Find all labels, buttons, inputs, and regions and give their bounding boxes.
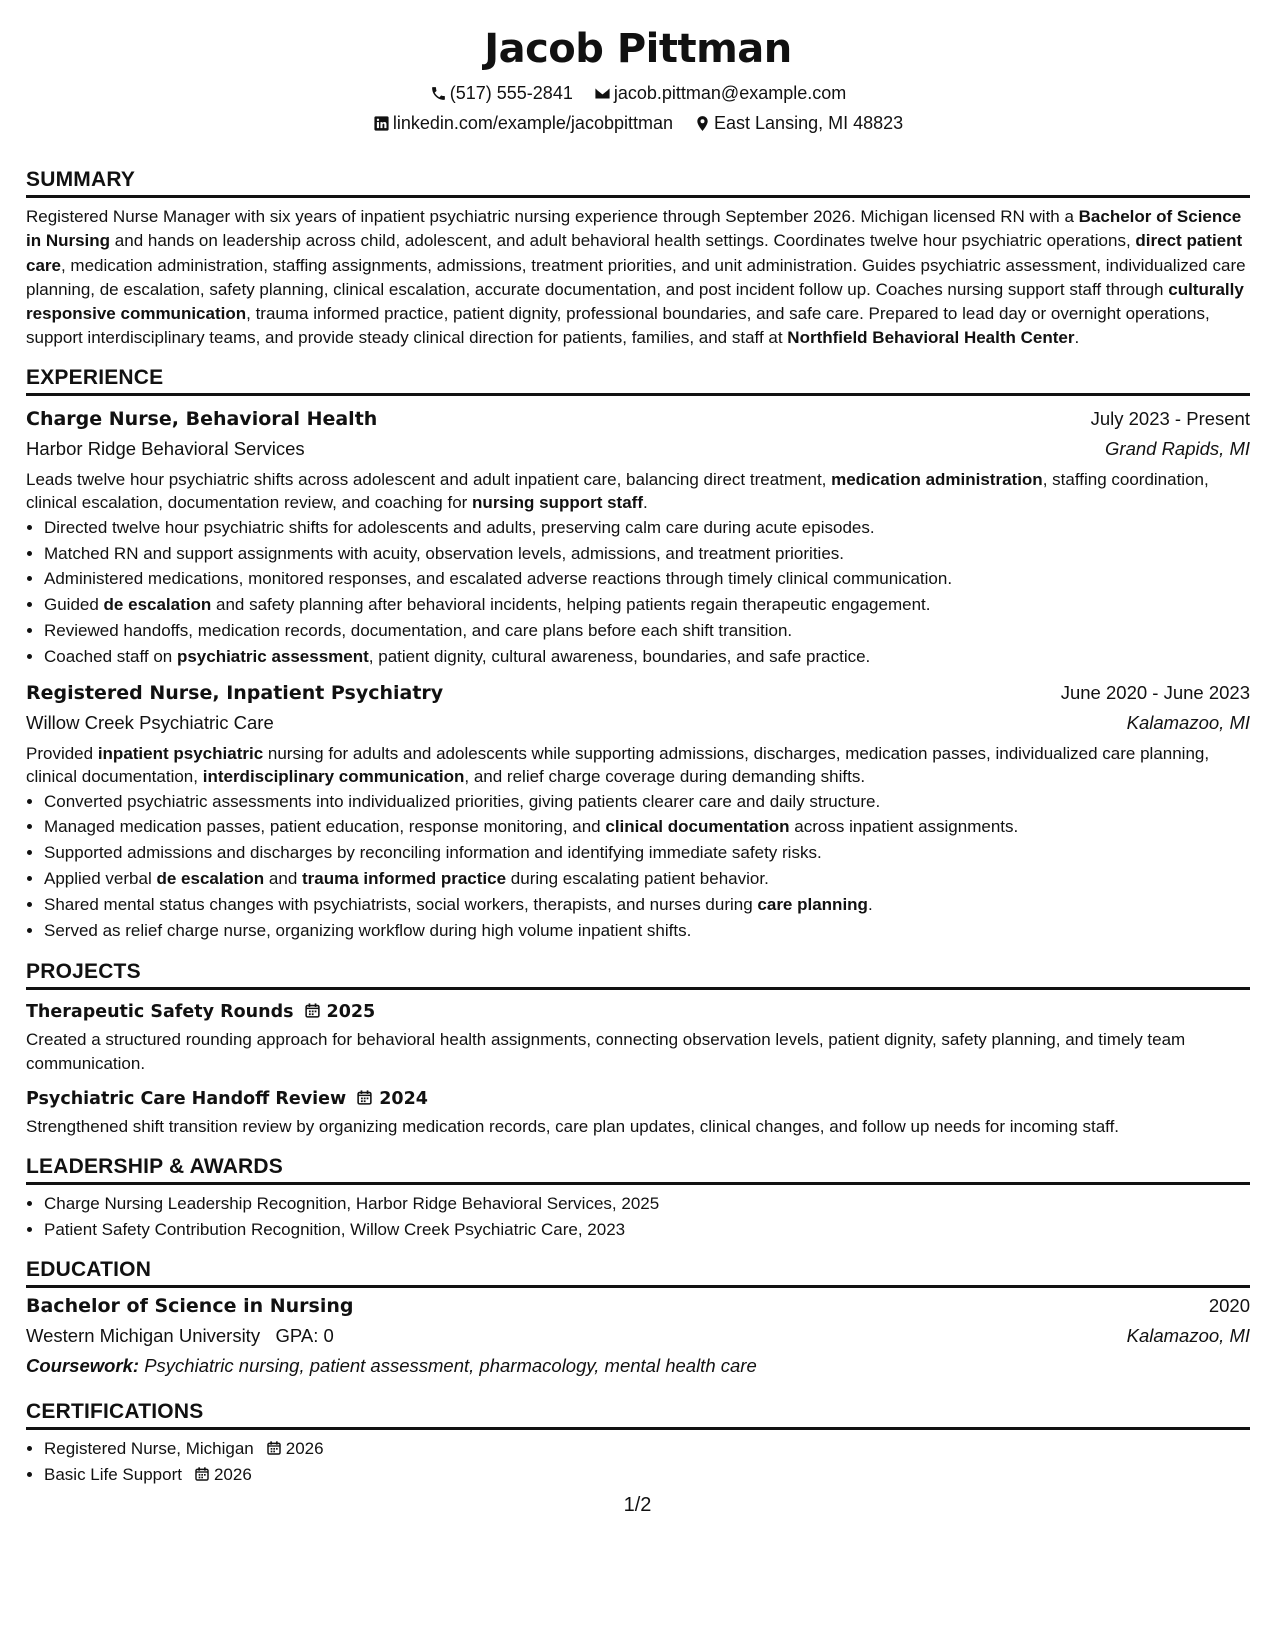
experience-heading: EXPERIENCE — [26, 365, 1250, 396]
calendar-icon — [194, 1466, 210, 1482]
certification-name: Basic Life Support — [44, 1465, 182, 1485]
project-year: 2024 — [379, 1089, 428, 1110]
leadership-list — [26, 1191, 1250, 1243]
bullet-part: and safety planning after behavioral incidents, helping patients regain therapeutic engagement. — [211, 595, 931, 615]
linkedin-text: linkedin.com/example/jacobpittman — [392, 113, 673, 133]
bullet-emphasis: de escalation — [156, 868, 265, 888]
leadership-item: • Charge Nursing Leadership Recognition, Harbor Ridge Behavioral Services, 2025 — [44, 1191, 1250, 1217]
experience-section — [26, 365, 1250, 944]
job-title: Charge Nurse, Behavioral Health — [26, 407, 378, 430]
job-entry — [26, 678, 1250, 944]
bullet-emphasis: clinical documentation — [605, 817, 790, 837]
project-title-row — [26, 1085, 1250, 1113]
leadership-heading: LEADERSHIP & AWARDS — [26, 1154, 1250, 1185]
education-section — [26, 1257, 1250, 1381]
job-bullet: • Supported admissions and discharges by reconciling information and identifying immediate safety risks. — [44, 840, 1250, 866]
summary-section — [26, 167, 1250, 351]
bullet-emphasis: care planning — [757, 894, 868, 914]
job-bullet: • Reviewed handoffs, medication records, documentation, and care plans before each shift transition. — [44, 618, 1250, 644]
desc-part: nursing for adults and adolescents while supporting admissions, discharges, medication passes, individualized care planning, clinical documentation, — [26, 743, 1210, 787]
desc-emphasis: nursing support staff — [472, 493, 643, 513]
job-bullet — [44, 814, 1250, 840]
summary-emphasis: Northfield Behavioral Health Center — [787, 328, 1075, 348]
envelope-icon — [594, 85, 611, 102]
summary-text-part: . — [1074, 328, 1080, 348]
summary-emphasis: culturally responsive communication — [26, 279, 1244, 324]
job-bullet: • Directed twelve hour psychiatric shifts for adolescents and adults, preserving calm care during acute episodes. — [44, 515, 1250, 541]
job-location: Grand Rapids, MI — [1105, 437, 1250, 459]
project-title: Psychiatric Care Handoff Review — [26, 1089, 347, 1110]
summary-text-part: Registered Nurse Manager with six years of inpatient psychiatric nursing experience through September 2026. Michigan licensed RN with a — [26, 207, 1079, 226]
bullet-part: and — [264, 868, 302, 888]
summary-heading: SUMMARY — [26, 167, 1250, 198]
job-entry — [26, 404, 1250, 670]
job-description — [26, 468, 1250, 515]
job-bullet — [44, 892, 1250, 918]
coursework — [26, 1351, 1250, 1381]
email-text: jacob.pittman@example.com — [613, 83, 847, 103]
bullet-part: Shared mental status changes with psychiatrists, social workers, therapists, and nurses during — [44, 894, 758, 914]
certification-item — [44, 1462, 1250, 1488]
resume-page — [26, 0, 1250, 1488]
leadership-section — [26, 1154, 1250, 1243]
desc-part: Leads twelve hour psychiatric shifts across adolescent and adult inpatient care, balancing direct treatment, — [26, 469, 832, 489]
bullet-part: Coached staff on — [44, 646, 177, 666]
job-company: Harbor Ridge Behavioral Services — [26, 437, 305, 459]
desc-part: Provided — [26, 743, 98, 763]
education-heading: EDUCATION — [26, 1257, 1250, 1288]
summary-text-part: , trauma informed practice, patient dignity, professional boundaries, and safe care. Prepared to lead day or overnight operations, support interdisciplinary teams, and provide steady clinical direction for patients, families, and staff at — [26, 304, 1210, 348]
bullet-part: . — [867, 894, 873, 914]
certifications-section — [26, 1399, 1250, 1488]
bullet-part: during escalating patient behavior. — [506, 868, 769, 888]
certifications-heading: CERTIFICATIONS — [26, 1399, 1250, 1430]
job-subheader — [26, 434, 1250, 464]
project-description: Created a structured rounding approach for behavioral health assignments, connecting observation levels, patient dignity, safety planning, and timely team communication. — [26, 1030, 1186, 1073]
contact-line-1 — [26, 82, 1250, 104]
bullet-part: Guided — [44, 595, 104, 615]
desc-emphasis: interdisciplinary communication — [202, 767, 465, 787]
job-location: Kalamazoo, MI — [1126, 711, 1250, 733]
email-contact[interactable] — [594, 82, 846, 104]
gpa: GPA: 0 — [275, 1325, 334, 1347]
certifications-list — [26, 1436, 1250, 1488]
certification-year: 2026 — [213, 1465, 252, 1485]
job-company: Willow Creek Psychiatric Care — [26, 711, 274, 733]
certification-year: 2026 — [285, 1439, 324, 1459]
project-description: Strengthened shift transition review by organizing medication records, care plan updates, clinical changes, and follow up needs for incoming staff. — [26, 1117, 1120, 1137]
leadership-item: • Patient Safety Contribution Recognition, Willow Creek Psychiatric Care, 2023 — [44, 1217, 1250, 1243]
map-pin-icon — [694, 115, 711, 132]
school-info — [26, 1321, 334, 1351]
education-subheader — [26, 1321, 1250, 1351]
location-text: East Lansing, MI 48823 — [714, 113, 904, 133]
project-title: Therapeutic Safety Rounds — [26, 1002, 294, 1023]
job-bullet: • Matched RN and support assignments with acuity, observation levels, admissions, and treatment priorities. — [44, 541, 1250, 567]
linkedin-icon — [373, 115, 390, 132]
phone-text: (517) 555-2841 — [449, 83, 573, 103]
calendar-icon — [304, 1002, 321, 1019]
graduation-year: 2020 — [1208, 1295, 1250, 1317]
coursework-text: Psychiatric nursing, patient assessment, pharmacology, mental health care — [139, 1355, 757, 1377]
school-location: Kalamazoo, MI — [1126, 1325, 1250, 1347]
bullet-part: Managed medication passes, patient education, response monitoring, and — [44, 817, 606, 837]
projects-heading: PROJECTS — [26, 959, 1250, 990]
job-bullet — [44, 866, 1250, 892]
degree-title: Bachelor of Science in Nursing — [26, 1295, 354, 1318]
summary-text-part: , medication administration, staffing assignments, admissions, treatment priorities, and unit administration. Guides psychiatric assessment, individualized care planning, de escalation, safety planning, clinical escalation, accurate documentation, and post incident follow up. Coaches nursing support staff through — [26, 255, 1246, 299]
projects-section — [26, 959, 1250, 1139]
desc-emphasis: medication administration — [831, 469, 1043, 489]
calendar-icon — [356, 1089, 373, 1106]
job-bullet: • Administered medications, monitored responses, and escalated adverse reactions through timely clinical communication. — [44, 566, 1250, 592]
job-header — [26, 404, 1250, 434]
bullet-emphasis: trauma informed practice — [302, 868, 507, 888]
project-title-row — [26, 998, 1250, 1026]
job-dates: June 2020 - June 2023 — [1060, 681, 1250, 703]
certification-item — [44, 1436, 1250, 1462]
job-bullets — [26, 789, 1250, 944]
bullet-part: , patient dignity, cultural awareness, boundaries, and safe practice. — [368, 646, 871, 666]
bullet-emphasis: psychiatric assessment — [176, 646, 369, 666]
summary-emphasis: direct patient care — [26, 231, 1243, 275]
bullet-part: across inpatient assignments. — [789, 817, 1019, 837]
desc-part: , and relief charge coverage during demanding shifts. — [464, 767, 866, 787]
desc-part: , staffing coordination, clinical escalation, documentation review, and coaching for — [26, 469, 1209, 513]
calendar-icon — [266, 1440, 282, 1456]
job-dates: July 2023 - Present — [1090, 407, 1250, 429]
phone-contact — [430, 82, 573, 104]
job-header — [26, 678, 1250, 708]
summary-text-part: and hands on leadership across child, adolescent, and adult behavioral health settings. Coordinates twelve hour psychiatric operations, — [110, 231, 1136, 251]
bullet-part: Applied verbal — [44, 868, 157, 888]
job-bullet: • Served as relief charge nurse, organizing workflow during high volume inpatient shifts. — [44, 918, 1250, 944]
job-bullets — [26, 515, 1250, 670]
contact-line-2 — [26, 112, 1250, 134]
job-subheader — [26, 708, 1250, 738]
job-bullet — [44, 592, 1250, 618]
job-description — [26, 742, 1250, 789]
summary-emphasis: Bachelor of Science in Nursing — [26, 207, 1242, 251]
school-name: Western Michigan University — [26, 1325, 261, 1347]
candidate-name: Jacob Pittman — [484, 26, 792, 72]
phone-icon — [430, 85, 447, 102]
summary-text — [26, 205, 1250, 351]
linkedin-contact[interactable] — [373, 112, 673, 134]
desc-part: . — [643, 493, 648, 513]
job-title: Registered Nurse, Inpatient Psychiatry — [26, 681, 444, 704]
bullet-emphasis: de escalation — [103, 595, 212, 615]
job-bullet: • Converted psychiatric assessments into individualized priorities, giving patients clearer care and daily structure. — [44, 789, 1250, 815]
page-number: 1/2 — [623, 1494, 652, 1516]
coursework-label: Coursework: — [26, 1355, 140, 1377]
location-contact — [694, 112, 903, 134]
education-header — [26, 1291, 1250, 1321]
job-bullet — [44, 644, 1250, 670]
project-year: 2025 — [326, 1002, 376, 1023]
desc-emphasis: inpatient psychiatric — [97, 743, 264, 763]
certification-name: Registered Nurse, Michigan — [44, 1439, 254, 1459]
